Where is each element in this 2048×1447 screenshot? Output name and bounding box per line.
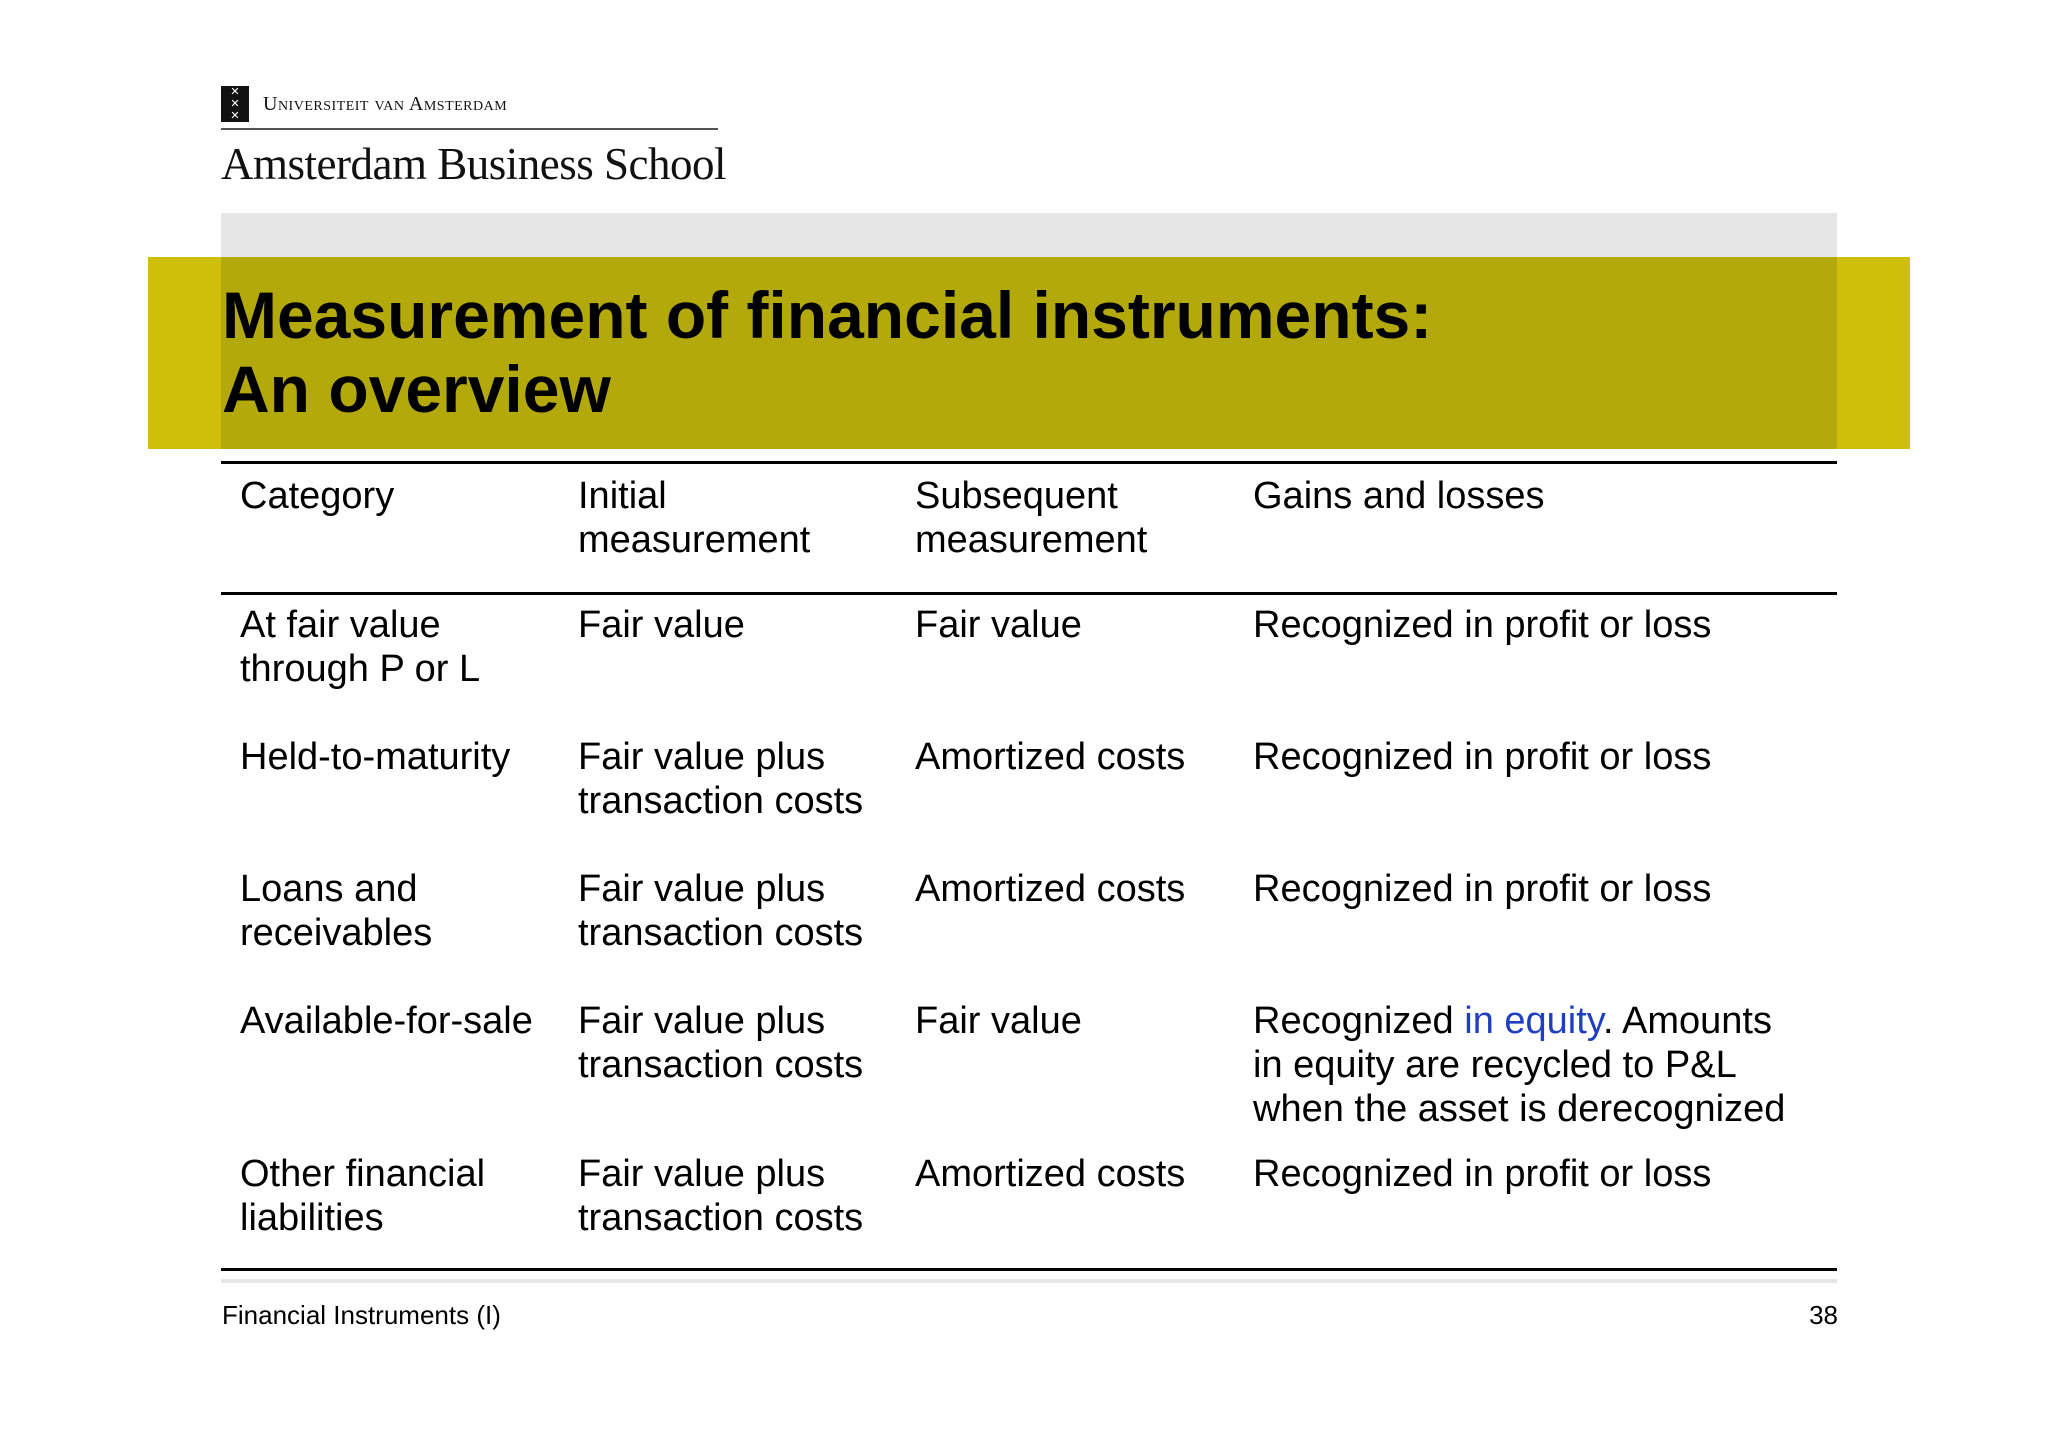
table-cell-gains-losses: Recognized in profit or loss: [1253, 604, 1712, 646]
uva-crest-icon: ✕ ✕ ✕: [221, 86, 249, 122]
table-cell-gains-losses: Recognized in profit or loss: [1253, 736, 1712, 778]
column-header-subsequent-measurement: Subsequent measurement: [915, 475, 1148, 561]
column-header-gains-losses: Gains and losses: [1253, 475, 1545, 517]
table-top-rule: [221, 461, 1837, 464]
table-cell-category: Loans and receivables: [240, 868, 433, 954]
table-cell-initial: Fair value plus transaction costs: [578, 736, 864, 822]
in-equity-highlight: in equity: [1464, 1000, 1603, 1042]
page-number: 38: [1809, 1300, 1838, 1330]
table-cell-initial: Fair value plus transaction costs: [578, 1000, 864, 1086]
university-name: Universiteit van Amsterdam: [263, 92, 508, 115]
table-cell-initial: Fair value: [578, 604, 745, 646]
table-cell-subsequent: Fair value: [915, 604, 1082, 646]
table-bottom-rule: [221, 1268, 1837, 1271]
table-header-rule: [221, 592, 1837, 595]
slide-title-line-1: Measurement of financial instruments:: [222, 278, 1433, 352]
table-cell-category: Held-to-maturity: [240, 736, 511, 778]
column-header-initial-measurement: Initial measurement: [578, 475, 811, 561]
gains-losses-text-before: Recognized: [1253, 1000, 1465, 1042]
table-cell-initial: Fair value plus transaction costs: [578, 1153, 864, 1239]
school-name: Amsterdam Business School: [221, 139, 726, 189]
uva-logo: [221, 85, 726, 190]
table-cell-subsequent: Amortized costs: [915, 736, 1186, 778]
table-cell-category: Available-for-sale: [240, 1000, 533, 1042]
slide-title-line-2: An overview: [222, 352, 611, 426]
table-cell-subsequent: Amortized costs: [915, 868, 1186, 910]
table-cell-gains-losses: Recognized in profit or loss: [1253, 868, 1712, 910]
gains-losses-text-after: . Amounts in equity are recycled to P&L when the asset is derecognized: [1253, 1000, 1786, 1130]
logo-divider: [221, 128, 718, 130]
table-cell-category: At fair value through P or L: [240, 604, 481, 690]
table-cell-gains-losses: Recognized in profit or loss: [1253, 1153, 1712, 1195]
table-cell-subsequent: Fair value: [915, 1000, 1082, 1042]
table-cell-subsequent: Amortized costs: [915, 1153, 1186, 1195]
table-cell-category: Other financial liabilities: [240, 1153, 486, 1239]
slide-title: [222, 278, 1822, 426]
table-cell-initial: Fair value plus transaction costs: [578, 868, 864, 954]
footer-title: Financial Instruments (I): [222, 1300, 501, 1330]
column-header-category: Category: [240, 475, 395, 517]
table-cell-gains-losses: [1253, 999, 1833, 1131]
